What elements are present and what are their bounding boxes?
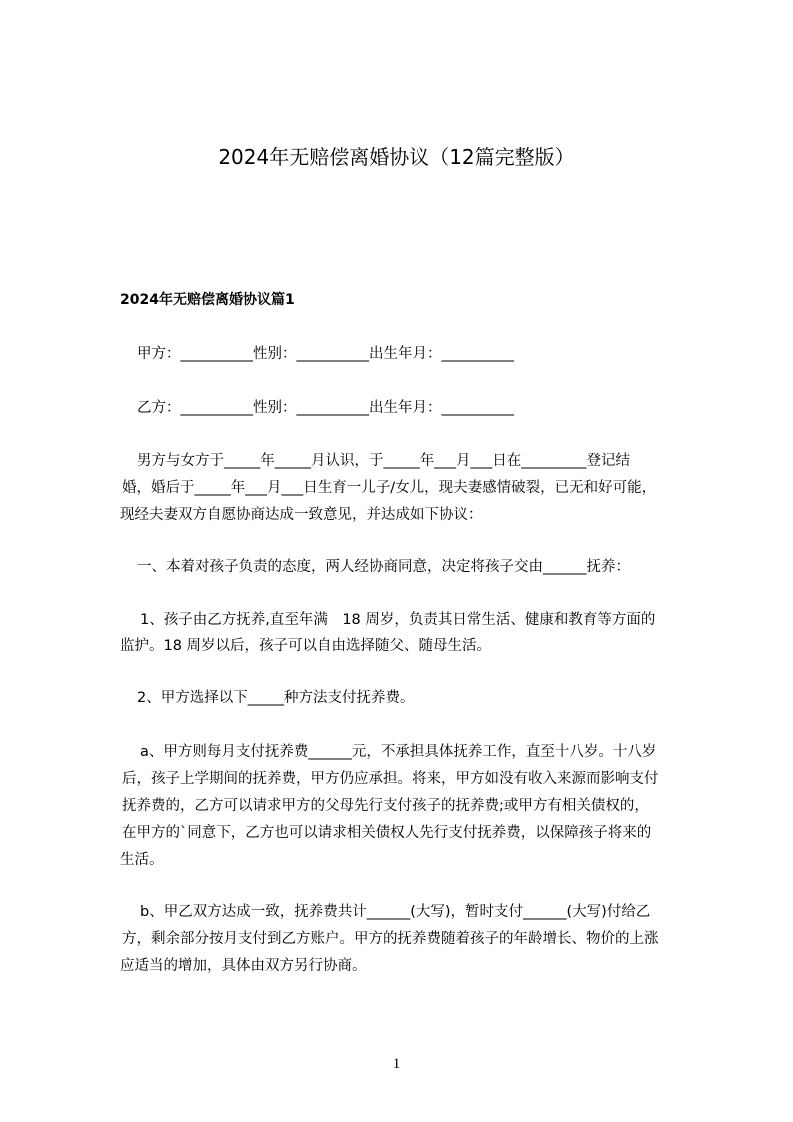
page-number: 1 [392, 1056, 401, 1072]
party-b-line: 乙方：__________性别：__________出生年月：__________ [137, 400, 514, 416]
item-1-line: 监护。18 周岁以后，孩子可以自由选择随父、随母生活。 [120, 638, 492, 654]
clause-1: 一、本着对孩子负责的态度，两人经协商同意，决定将孩子交由______抚养： [137, 559, 630, 575]
item-2: 2、甲方选择以下_____种方法支付抚养费。 [137, 690, 415, 706]
item-a-line: 在甲方的`同意下，乙方也可以请求相关债权人先行支付抚养费，以保障孩子将来的 [122, 825, 652, 841]
intro-line: 男方与女方于_____年_____月认识，于_____年___月___日在_________登记结 [137, 453, 630, 469]
item-1-line: 1、孩子由乙方抚养,直至年满 18 周岁，负责其日常生活、健康和教育等方面的 [140, 612, 656, 628]
party-a-line: 甲方：__________性别：__________出生年月：__________ [137, 346, 514, 362]
item-b-line: 方，剩余部分按月支付到乙方账户。甲方的抚养费随着孩子的年龄增长、物价的上涨 [122, 931, 659, 947]
intro-line: 现经夫妻双方自愿协商达成一致意见，并达成如下协议： [120, 507, 483, 523]
section-heading: 2024年无赔偿离婚协议篇1 [120, 292, 295, 308]
item-a-line: a、甲方则每月支付抚养费______元，不承担具体抚养工作，直至十八岁。十八岁 [140, 744, 657, 760]
document-title: 2024年无赔偿离婚协议（12篇完整版） [218, 145, 575, 169]
item-a-line: 生活。 [120, 852, 164, 868]
item-b-line: b、甲乙双方达成一致，抚养费共计______(大写)，暂时支付______(大写)付给乙 [140, 904, 651, 920]
intro-line: 婚，婚后于_____年___月___日生育一儿子/女儿，现夫妻感情破裂，已无和好可能， [122, 480, 657, 496]
item-a-line: 抚养费的，乙方可以请求甲方的父母先行支付孩子的抚养费;或甲方有相关债权的， [122, 798, 649, 814]
item-b-line: 应适当的增加，具体由双方另行协商。 [120, 958, 367, 974]
item-a-line: 后，孩子上学期间的抚养费，甲方仍应承担。将来，甲方如没有收入来源而影响支付 [122, 771, 659, 787]
